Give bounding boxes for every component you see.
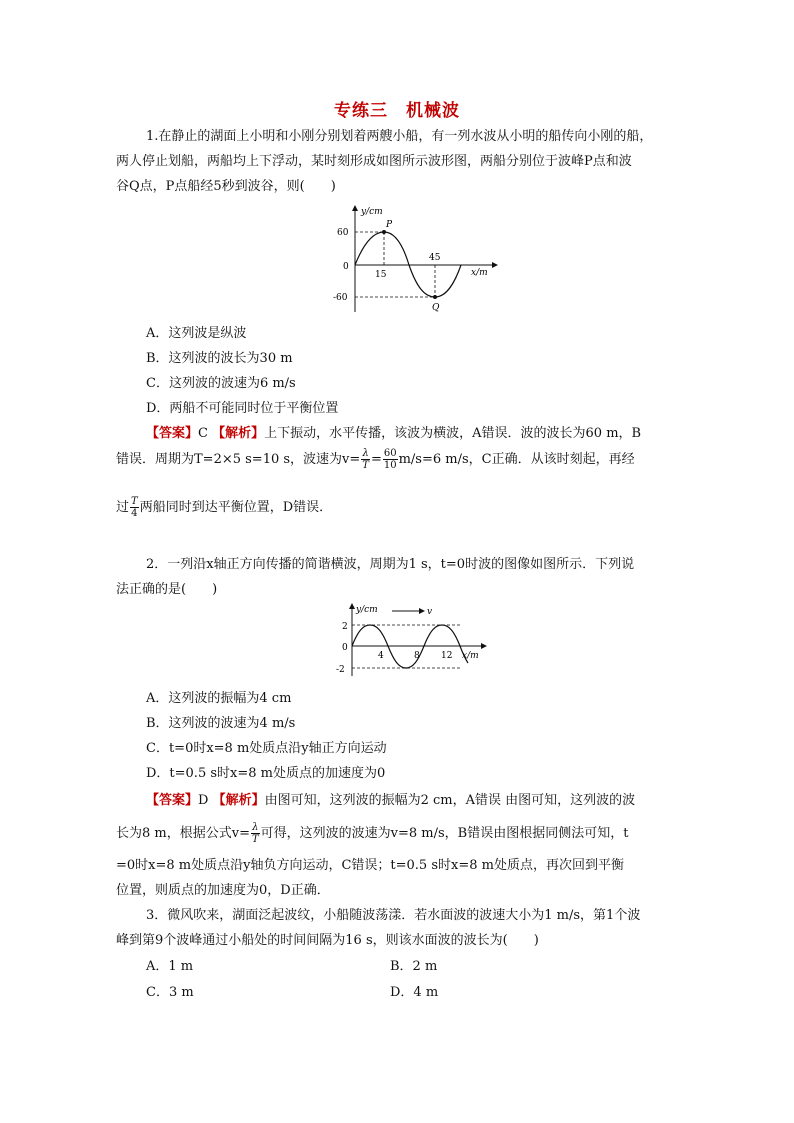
q2-answer-line-4: 位置，则质点的加速度为0，D正确． xyxy=(116,883,330,898)
q3-option-b: B．2 m xyxy=(390,959,438,974)
q1-point-q-label: Q xyxy=(432,303,440,313)
q2-velocity-label: v xyxy=(427,607,433,617)
q2-y-tick-neg2: -2 xyxy=(336,665,345,675)
q2-option-c: C．t=0时x=8 m处质点沿y轴正方向运动 xyxy=(146,741,387,756)
q1-y-tick-0: 0 xyxy=(343,262,349,272)
q2-option-a: A．这列波的振幅为4 cm xyxy=(146,691,292,706)
q1-analysis-text-3a: 过 xyxy=(116,500,130,515)
q1-stem-line-1: 1.在静止的湖面上小明和小刚分别划着两艘小船，有一列水波从小明的船传向小刚的船， xyxy=(146,129,653,144)
q3-option-c: C．3 m xyxy=(146,985,194,1000)
q2-answer-line-1 xyxy=(146,792,635,810)
q1-point-q-dot xyxy=(433,295,437,299)
q1-answer-line-2 xyxy=(116,448,635,471)
q1-frac-t-4: $\frac{T}{4}$ xyxy=(131,496,138,519)
q1-stem-line-3: 谷Q点，P点船经5秒到波谷，则( ) xyxy=(116,179,336,194)
q3-stem-line-1: 3．微风吹来，湖面泛起波纹，小船随波荡漾．若水面波的波速大小为1 m/s，第1个波 xyxy=(146,908,641,923)
q1-option-b: B．这列波的波长为30 m xyxy=(146,351,293,366)
q1-option-a: A．这列波是纵波 xyxy=(146,326,247,341)
q1-y-label: y/cm xyxy=(361,207,383,217)
q2-option-d: D．t=0.5 s时x=8 m处质点的加速度为0 xyxy=(146,766,386,781)
q1-answer-value: C xyxy=(198,426,208,441)
page-title: 专练三 机械波 xyxy=(334,101,460,121)
q3-option-a: A．1 m xyxy=(146,959,194,974)
q2-x-tick-12: 12 xyxy=(441,651,453,661)
q2-y-tick-2: 2 xyxy=(342,622,348,632)
q1-answer-tag: 【答案】 xyxy=(146,426,199,441)
q3-option-d: D．4 m xyxy=(390,985,439,1000)
q2-answer-tag: 【答案】 xyxy=(146,793,199,808)
q1-option-d: D．两船不可能同时位于平衡位置 xyxy=(146,401,339,416)
q2-answer-line-2 xyxy=(116,822,628,845)
q2-analysis-text-2b: 可得，这列波的波速为v=8 m/s，B错误由图根据同侧法可知，t xyxy=(260,826,629,841)
q2-y-label: y/cm xyxy=(356,605,378,615)
q1-frac-60-10: $\frac{60}{10}$ xyxy=(383,448,397,471)
q1-y-tick-60: 60 xyxy=(337,228,349,238)
q1-frac-lambda-t: $\frac{\lambda}{T}$ xyxy=(362,448,369,471)
q2-x-tick-4: 4 xyxy=(378,651,384,661)
q1-x-label: x/m xyxy=(471,268,488,278)
q2-analysis-tag: 【解析】 xyxy=(212,793,265,808)
q1-x-tick-45: 45 xyxy=(429,253,441,263)
q1-analysis-text-1: 上下振动，水平传播，该波为横波，A错误．波的波长为60 m，B xyxy=(264,426,642,441)
q1-option-c: C．这列波的波速为6 m/s xyxy=(146,376,296,391)
q2-answer-value: D xyxy=(198,793,209,808)
q2-analysis-text-2a: 长为8 m，根据公式v= xyxy=(116,826,250,841)
q1-analysis-text-2a: 错误．周期为T=2×5 s=10 s，波速为v= xyxy=(116,452,361,467)
q1-analysis-text-3b: 两船同时到达平衡位置，D错误． xyxy=(139,500,333,515)
q1-stem-line-2: 两人停止划船，两船均上下浮动，某时刻形成如图所示波形图，两船分别位于波峰P点和波 xyxy=(116,154,632,169)
q1-analysis-tag: 【解析】 xyxy=(212,426,265,441)
q2-option-b: B．这列波的波速为4 m/s xyxy=(146,716,296,731)
q1-y-tick-neg60: -60 xyxy=(333,293,348,303)
q1-answer-line-1 xyxy=(146,425,641,443)
q2-y-tick-0: 0 xyxy=(342,643,348,653)
q1-answer-line-3 xyxy=(116,496,332,519)
q2-frac-lambda-t: $\frac{\lambda}{T}$ xyxy=(251,822,259,845)
q1-point-p-label: P xyxy=(386,220,393,230)
q2-x-label: x/m xyxy=(462,651,479,661)
q2-stem-line-2: 法正确的是( ) xyxy=(116,582,218,597)
q2-answer-line-3: =0时x=8 m处质点沿y轴负方向运动，C错误；t=0.5 s时x=8 m处质点，再次回到平衡 xyxy=(116,858,624,873)
q1-wave-figure xyxy=(325,200,505,318)
q2-x-tick-8: 8 xyxy=(414,651,420,661)
q1-analysis-text-2b: m/s=6 m/s，C正确．从该时刻起，再经 xyxy=(398,452,635,467)
q2-stem-line-1: 2．一列沿x轴正方向传播的简谐横波，周期为1 s，t=0时波的图像如图所示．下列说 xyxy=(146,557,635,572)
q1-point-p-dot xyxy=(382,230,386,234)
q3-stem-line-2: 峰到第9个波峰通过小船处的时间间隔为16 s，则该水面波的波长为( ) xyxy=(116,933,539,948)
q1-x-tick-15: 15 xyxy=(375,270,387,280)
q1-equals: = xyxy=(370,452,382,467)
q2-analysis-text-1: 由图可知，这列波的振幅为2 cm，A错误 由图可知，这列波的波 xyxy=(264,793,636,808)
q2-wave-figure xyxy=(330,600,490,680)
